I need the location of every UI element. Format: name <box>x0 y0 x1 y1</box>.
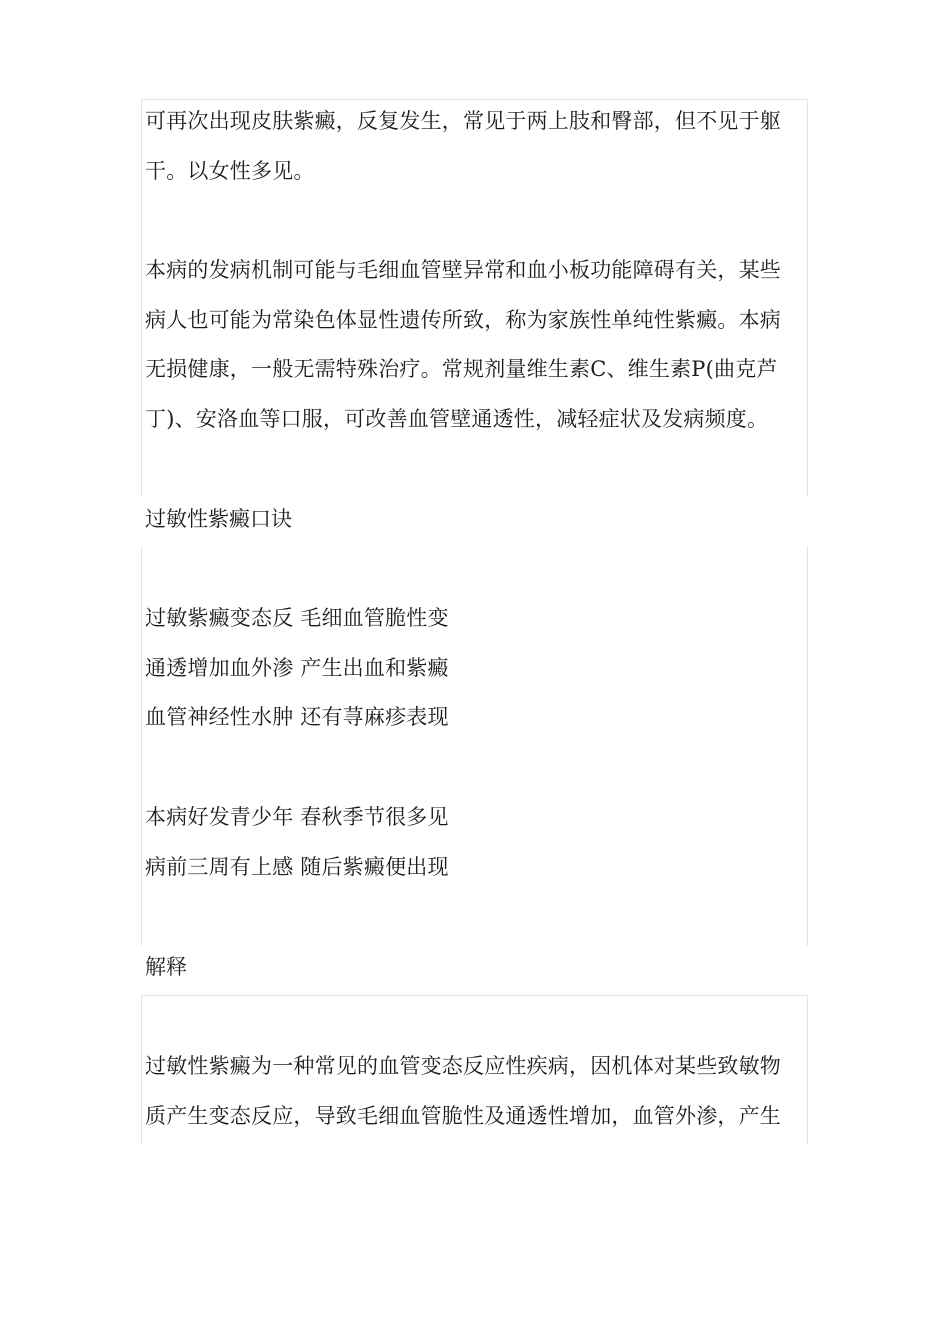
paragraph-line: 干。以女性多见。 <box>145 159 315 183</box>
verse-line: 过敏紫癜变态反 毛细血管脆性变 <box>145 606 449 630</box>
verse-line: 血管神经性水肿 还有荨麻疹表现 <box>145 705 449 729</box>
paragraph-line: 可再次出现皮肤紫癜，反复发生，常见于两上肢和臀部，但不见于躯 <box>145 109 781 133</box>
verse-line: 病前三周有上感 随后紫癜便出现 <box>145 855 449 879</box>
verse-line: 通透增加血外渗 产生出血和紫癜 <box>145 656 449 680</box>
paragraph-line: 质产生变态反应，导致毛细血管脆性及通透性增加，血管外渗，产生 <box>145 1104 781 1128</box>
paragraph-line: 无损健康，一般无需特殊治疗。常规剂量维生素C、维生素P(曲克芦 <box>145 357 778 381</box>
paragraph-line: 本病的发病机制可能与毛细血管壁异常和血小板功能障碍有关，某些 <box>145 258 781 282</box>
paragraph-line: 过敏性紫癜为一种常见的血管变态反应性疾病，因机体对某些致敏物 <box>145 1054 781 1078</box>
paragraph-line: 丁)、安洛血等口服，可改善血管壁通透性，减轻症状及发病频度。 <box>145 407 769 431</box>
section-heading-mnemonic: 过敏性紫癜口诀 <box>145 507 292 531</box>
paragraph-line: 病人也可能为常染色体显性遗传所致，称为家族性单纯性紫癜。本病 <box>145 308 781 332</box>
section-heading-explanation: 解释 <box>145 955 187 979</box>
verse-line: 本病好发青少年 春秋季节很多见 <box>145 805 449 829</box>
